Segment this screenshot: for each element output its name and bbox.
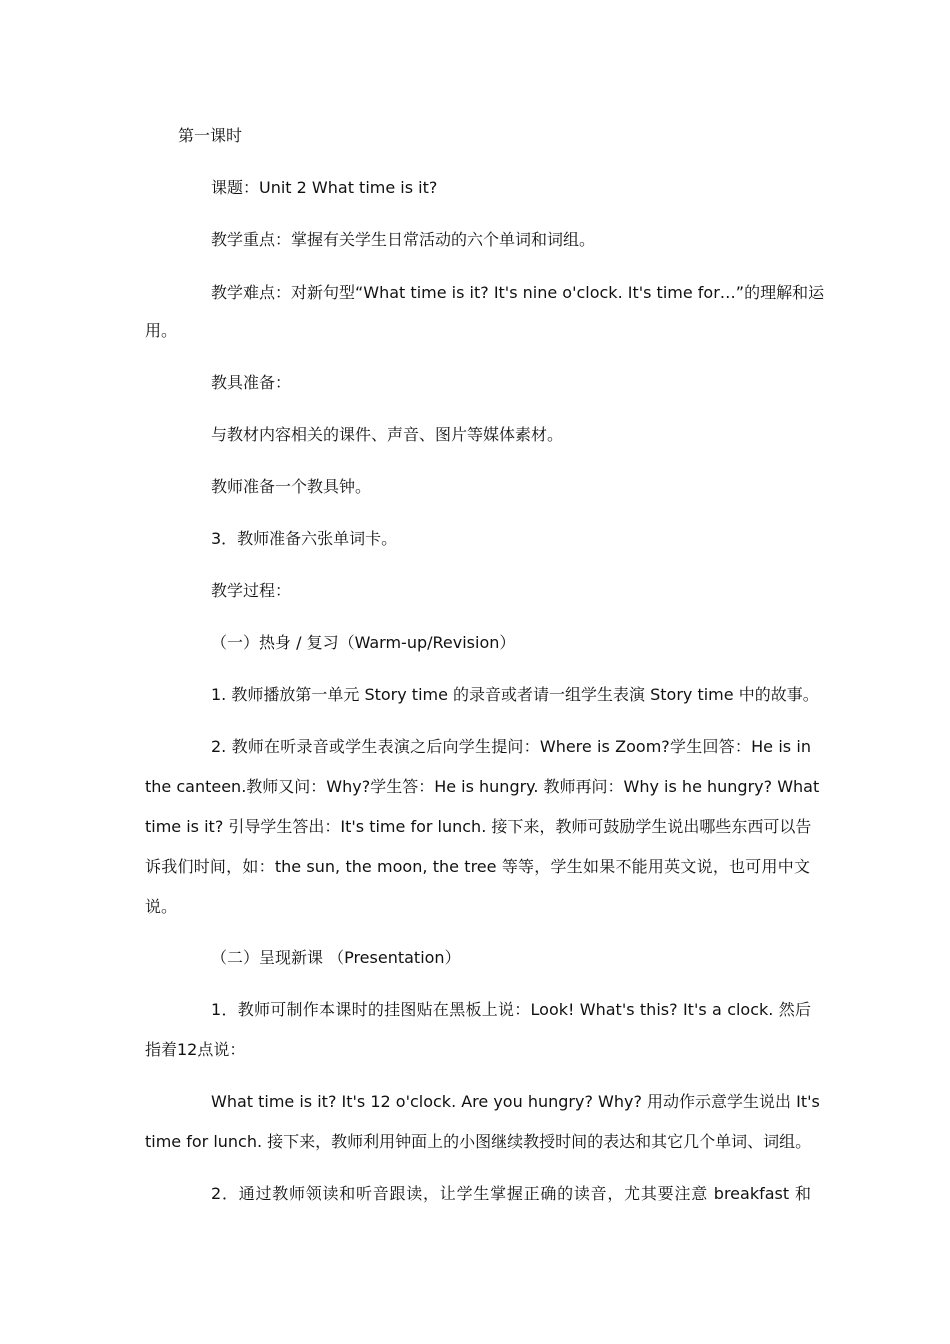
key-point: 教学重点：掌握有关学生日常活动的六个单词和词组。 <box>211 230 596 249</box>
section1-item2-line: time is it? 引导学生答出：It's time for lunch. 接下来，教师可鼓励学生说出哪些东西可以告 <box>145 817 812 836</box>
prep-title: 教具准备： <box>211 373 292 392</box>
prep-item: 3．教师准备六张单词卡。 <box>211 529 398 548</box>
section-heading: （二）呈现新课 （Presentation） <box>211 948 461 967</box>
section1-item2-line: 诉我们时间，如：the sun, the moon, the tree 等等，学生如果不能用英文说，也可用中文 <box>145 857 810 876</box>
section1-item1: 1. 教师播放第一单元 Story time 的录音或者请一组学生表演 Story time 中的故事。 <box>211 685 819 704</box>
section1-item2-line: the canteen.教师又问：Why?学生答：He is hungry. 教师再问：Why is he hungry? What <box>145 777 820 796</box>
prep-item: 教师准备一个教具钟。 <box>211 477 372 496</box>
section1-item2-line: 2. 教师在听录音或学生表演之后向学生提问：Where is Zoom?学生回答：He is in <box>211 737 811 756</box>
section2-item1-line: 1．教师可制作本课时的挂图贴在黑板上说：Look! What's this? It's a clock. 然后 <box>211 1000 811 1019</box>
lesson-title: 第一课时 <box>178 126 243 145</box>
section2-item1-line: 指着12点说： <box>145 1040 246 1059</box>
difficult-point-line1: 教学难点：对新句型“What time is it? It's nine o'clock. It's time for…”的理解和运 <box>211 283 825 302</box>
difficult-point-line2: 用。 <box>145 321 178 340</box>
prep-item: 与教材内容相关的课件、声音、图片等媒体素材。 <box>211 425 564 444</box>
section1-item2-line: 说。 <box>145 897 178 916</box>
lesson-topic: 课题：Unit 2 What time is it? <box>211 178 438 197</box>
section2-item2: 2．通过教师领读和听音跟读，让学生掌握正确的读音，尤其要注意 breakfast 和 <box>211 1184 811 1203</box>
process-title: 教学过程： <box>211 581 292 600</box>
section2-item1-cont-line: What time is it? It's 12 o'clock. Are you hungry? Why? 用动作示意学生说出 It's <box>211 1092 820 1111</box>
section2-item1-cont-line: time for lunch. 接下来，教师利用钟面上的小图继续教授时间的表达和其它几个单词、词组。 <box>145 1132 812 1151</box>
section-heading: （一）热身 / 复习（Warm-up/Revision） <box>211 633 516 652</box>
